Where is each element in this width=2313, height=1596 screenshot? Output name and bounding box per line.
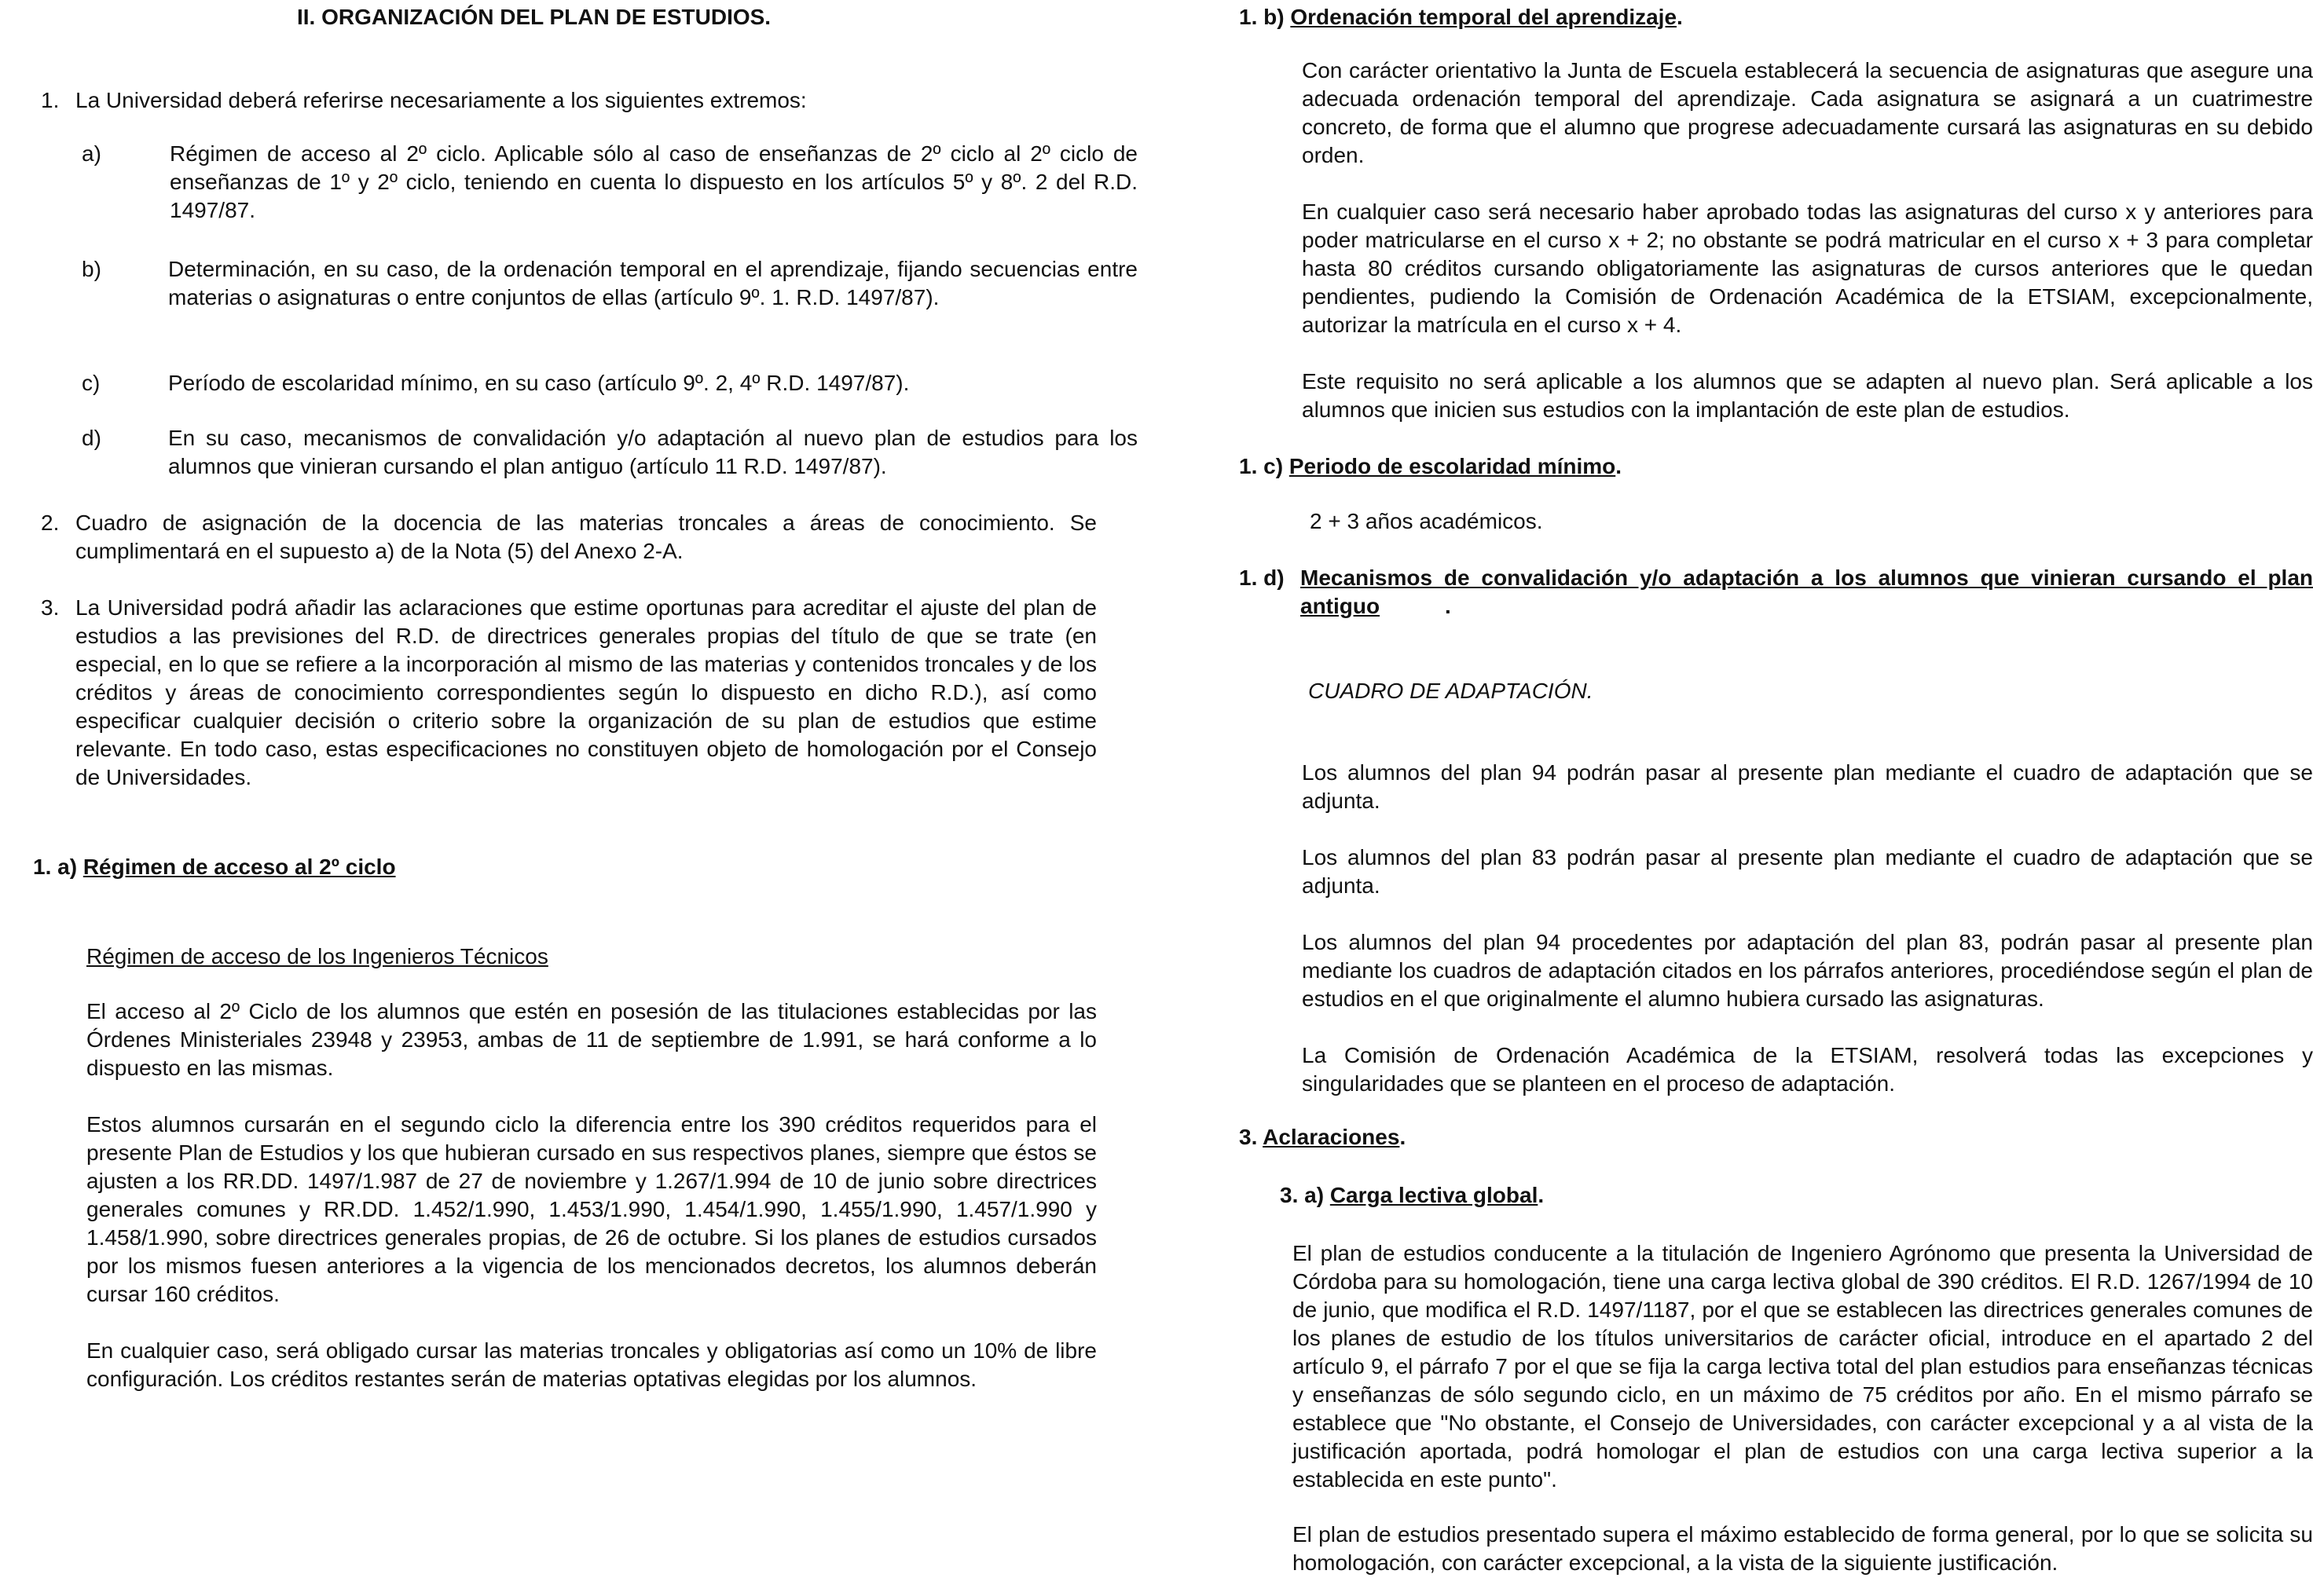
paragraph-plan-presentado: El plan de estudios presentado supera el máximo establecido de forma general, por lo que se solicita su homologación, con carácter excepcional, a la vista de la siguiente justificación. — [1292, 1522, 2313, 1575]
heading-1b-number: 1. b) — [1239, 5, 1285, 29]
intro-number: 1. — [41, 88, 60, 112]
heading-1b: 1. b) Ordenación temporal del aprendizaje. — [1239, 5, 1683, 29]
heading-1b-title: Ordenación temporal del aprendizaje — [1290, 5, 1677, 29]
item-a-text: Régimen de acceso al 2º ciclo. Aplicable sólo al caso de enseñanzas de 2º ciclo al 2º ciclo de enseñanzas de 1º y 2º ciclo, teniendo en cuenta lo dispuesto en los artículos 5º y 8º. 2 del R.D. 1497/87. — [170, 141, 1138, 222]
heading-3-title: Aclaraciones — [1263, 1125, 1400, 1149]
subheading-ingenieros: Régimen de acceso de los Ingenieros Técnicos — [86, 944, 548, 968]
cuadro-adaptacion-title: CUADRO DE ADAPTACIÓN. — [1308, 679, 1593, 703]
paragraph-comision: La Comisión de Ordenación Académica de la ETSIAM, resolverá todas las excepciones y singularidades que se planteen en el proceso de adaptación. — [1302, 1043, 2313, 1096]
heading-3a-title: Carga lectiva global — [1329, 1183, 1538, 1207]
heading-1d-number: 1. d) — [1239, 566, 1285, 590]
paragraph-plan-94-83: Los alumnos del plan 94 procedentes por adaptación del plan 83, podrán pasar al presente plan mediante los cuadros de adaptación citados en los párrafos anteriores, procediéndose según el plan de estudios en el que originalmente el alumno hubiera cursado las asignaturas. — [1302, 930, 2313, 1011]
heading-1a-number: 1. a) — [33, 855, 78, 879]
item-2-number: 2. — [41, 511, 60, 535]
item-c-text: Período de escolaridad mínimo, en su caso (artículo 9º. 2, 4º R.D. 1497/87). — [168, 371, 910, 395]
item-a-mark: a) — [82, 141, 101, 166]
heading-3a-number: 3. a) — [1280, 1183, 1325, 1207]
item-d-mark: d) — [82, 426, 101, 450]
heading-3: 3. Aclaraciones. — [1239, 1125, 1406, 1149]
paragraph-estos-alumnos: Estos alumnos cursarán en el segundo ciclo la diferencia entre los 390 créditos requeridos para el presente Plan de Estudios y los que hubieran cursado en sus respectivos planes, siempre que éstos se ajusten a los RR.DD. 1497/1.987 de 27 de noviembre y 1.267/1.994 de 10 de junio sobre directrices generales comunes y RR.DD. 1.452/1.990, 1.453/1.990, 1.454/1.990, 1.455/1.990, 1.457/1.990 y 1.458/1.990, sobre directrices generales propias, de 26 de octubre. Si los planes de estudios cursados por los mismos fuesen anteriores a la vigencia de los mencionados decretos, los alumnos deberán cursar 160 créditos. — [86, 1112, 1097, 1306]
heading-1c: 1. c) Periodo de escolaridad mínimo. — [1239, 454, 1622, 478]
heading-1c-number: 1. c) — [1239, 454, 1284, 478]
escolaridad-value: 2 + 3 años académicos. — [1310, 509, 1543, 533]
paragraph-requisito: Este requisito no será aplicable a los alumnos que se adapten al nuevo plan. Será aplicable a los alumnos que inicien sus estudios con la implantación de este plan de estudios. — [1302, 369, 2313, 422]
item-b-mark: b) — [82, 257, 101, 281]
heading-1d-title: Mecanismos de convalidación y/o adaptación a los alumnos que vinieran cursando el plan antiguo — [1300, 566, 2313, 618]
paragraph-acceso: El acceso al 2º Ciclo de los alumnos que estén en posesión de las titulaciones establecidas por las Órdenes Ministeriales 23948 y 23953, ambas de 11 de septiembre de 1.991, se hará conforme a lo dispuesto en las mismas. — [86, 999, 1097, 1080]
paragraph-plan-83: Los alumnos del plan 83 podrán pasar al presente plan mediante el cuadro de adaptación que se adjunta. — [1302, 845, 2313, 898]
item-c-mark: c) — [82, 371, 101, 395]
item-2-text: Cuadro de asignación de la docencia de las materias troncales a áreas de conocimiento. Se cumplimentará en el supuesto a) de la Nota (5) del Anexo 2-A. — [75, 511, 1097, 563]
section-title: II. ORGANIZACIÓN DEL PLAN DE ESTUDIOS. — [297, 5, 772, 29]
heading-3a: 3. a) Carga lectiva global. — [1280, 1183, 1545, 1207]
paragraph-en-cualquier-caso-right: En cualquier caso será necesario haber aprobado todas las asignaturas del curso x y anteriores para poder matricularse en el curso x + 2; no obstante se podrá matricular en el curso x + 3 para completar hasta 80 créditos cursando obligatoriamente las asignaturas de cursos anteriores que le quedan pendientes, pudiendo la Comisión de Ordenación Académica de la ETSIAM, excepcionalmente, autorizar la matrícula en el curso x + 4. — [1302, 200, 2313, 337]
heading-1a — [33, 853, 819, 881]
paragraph-en-cualquier-caso: En cualquier caso, será obligado cursar las materias troncales y obligatorias así como un 10% de libre configuración. Los créditos restantes serán de materias optativas elegidas por los alumnos. — [86, 1338, 1097, 1391]
item-3-text: La Universidad podrá añadir las aclaraciones que estime oportunas para acreditar el ajuste del plan de estudios a las previsiones del R.D. de directrices generales propias del título de que se trate (en especial, en lo que se refiere a la incorporación al mismo de las materias y contenidos troncales y de los créditos y áreas de conocimiento correspondientes según lo dispuesto en dicho R.D.), así como especificar cualquier decisión o criterio sobre la organización de su plan de estudios que estime relevante. En todo caso, estas especificaciones no constituyen objeto de homologación por el Consejo de Universidades. — [75, 595, 1097, 789]
item-3-number: 3. — [41, 595, 60, 620]
paragraph-plan-estudios: El plan de estudios conducente a la titulación de Ingeniero Agrónomo que presenta la Universidad de Córdoba para su homologación, tiene una carga lectiva global de 390 créditos. El R.D. 1267/1994 de 10 de junio, que modifica el R.D. 1497/1187, por el que se establecen las directrices generales comunes de los planes de estudio de los títulos universitarios de carácter oficial, introduce en el apartado 2 del artículo 9, el párrafo 7 por el que se fija la carga lectiva total del plan estudios para enseñanzas técnicas y enseñanzas de sólo segundo ciclo, en un máximo de 75 créditos por año. En el mismo párrafo se establece que "No obstante, el Consejo de Universidades, con carácter excepcional y a al vista de la justificación aportada, podrá homologar el plan de estudios con una carga lectiva superior a la establecida en este punto". — [1292, 1241, 2313, 1492]
paragraph-caracter-orientativo: Con carácter orientativo la Junta de Escuela establecerá la secuencia de asignaturas que asegure una adecuada ordenación temporal del aprendizaje. Cada asignatura se asignará a un cuatrimestre concreto, de forma que el alumno que progrese adecuadamente cursará las asignaturas en su debido orden. — [1302, 58, 2313, 167]
heading-1c-title: Periodo de escolaridad mínimo — [1288, 454, 1616, 478]
item-b-text: Determinación, en su caso, de la ordenación temporal en el aprendizaje, fijando secuencias entre materias o asignaturas o entre conjuntos de ellas (artículo 9º. 1. R.D. 1497/87). — [168, 257, 1138, 309]
item-d-text: En su caso, mecanismos de convalidación y/o adaptación al nuevo plan de estudios para los alumnos que vinieran cursando el plan antiguo (artículo 11 R.D. 1497/87). — [168, 426, 1138, 478]
heading-1a-title: Régimen de acceso al 2º ciclo — [82, 855, 396, 879]
intro-text: La Universidad deberá referirse necesariamente a los siguientes extremos: — [75, 88, 807, 112]
paragraph-plan-94: Los alumnos del plan 94 podrán pasar al presente plan mediante el cuadro de adaptación que se adjunta. — [1302, 760, 2313, 813]
heading-3-number: 3. — [1239, 1125, 1258, 1149]
